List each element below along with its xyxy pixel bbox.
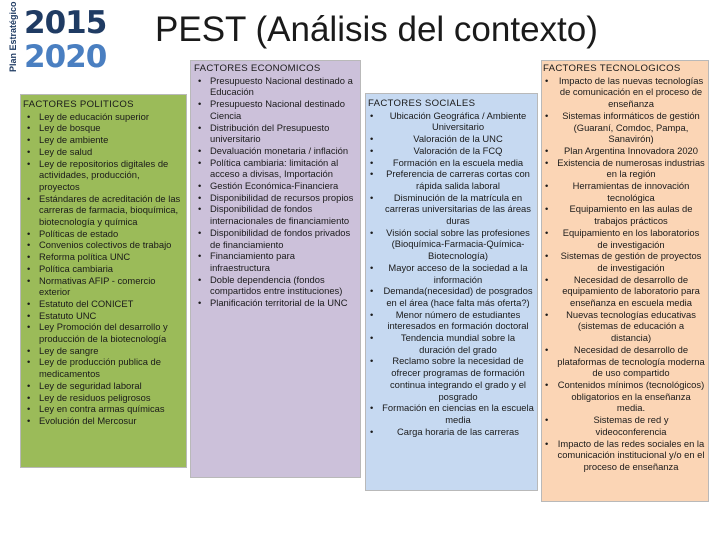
list-item: • Disponibilidad de fondos privados de financiamiento bbox=[194, 227, 356, 250]
factores-politicos-list bbox=[23, 111, 182, 427]
list-item: • Financiamiento para infraestructura bbox=[194, 250, 356, 273]
list-item: • Gestión Económica-Financiera bbox=[194, 180, 356, 192]
list-item: • Evolución del Mercosur bbox=[23, 415, 182, 427]
list-item: • Necesidad de desarrollo de equipamiento de laboratorio para enseñanza en escuela media bbox=[543, 274, 705, 309]
list-item: • Ley de producción publica de medicamentos bbox=[23, 356, 182, 379]
list-item: • Ley en contra armas químicas bbox=[23, 403, 182, 415]
list-item: • Demanda(necesidad) de posgrados en el área (hace falta más oferta?) bbox=[368, 285, 534, 308]
list-item: • Ley de ambiente bbox=[23, 134, 182, 146]
list-item: • Estándares de acreditación de las carreras de farmacia, bioquímica, biotecnología y química bbox=[23, 193, 182, 228]
list-item: • Estatuto del CONICET bbox=[23, 298, 182, 310]
list-item: • Herramientas de innovación tecnológica bbox=[543, 180, 705, 203]
list-item: • Disponibilidad de recursos propios bbox=[194, 192, 356, 204]
list-item: • Necesidad de desarrollo de plataformas de tecnología moderna de uso compartido bbox=[543, 344, 705, 379]
list-item: • Ley Promoción del desarrollo y producción de la biotecnología bbox=[23, 321, 182, 344]
page-title: PEST (Análisis del contexto) bbox=[155, 10, 598, 49]
list-item: • Ley de residuos peligrosos bbox=[23, 392, 182, 404]
list-item: • Ley de salud bbox=[23, 146, 182, 158]
list-item: • Plan Argentina Innovadora 2020 bbox=[543, 145, 705, 157]
list-item: • Estatuto UNC bbox=[23, 310, 182, 322]
factores-sociales-heading: FACTORES SOCIALES bbox=[368, 98, 476, 109]
list-item: • Reforma política UNC bbox=[23, 251, 182, 263]
list-item: • Presupuesto Nacional destinado Ciencia bbox=[194, 98, 356, 121]
factores-politicos-heading: FACTORES POLITICOS bbox=[23, 99, 134, 110]
list-item: • Valoración de la UNC bbox=[368, 133, 534, 145]
list-item: • Ley de sangre bbox=[23, 345, 182, 357]
list-item: • Sistemas de gestión de proyectos de investigación bbox=[543, 250, 705, 273]
list-item: • Formación en la escuela media bbox=[368, 157, 534, 169]
list-item: • Existencia de numerosas industrias en la región bbox=[543, 157, 705, 180]
list-item: • Devaluación monetaria / inflación bbox=[194, 145, 356, 157]
list-item: • Ley de seguridad laboral bbox=[23, 380, 182, 392]
factores-tecnologicos-list bbox=[543, 75, 705, 473]
list-item: • Reclamo sobre la necesidad de ofrecer programas de formación continua integrando el grado y el posgrado bbox=[368, 355, 534, 402]
list-item: • Distribución del Presupuesto universitario bbox=[194, 122, 356, 145]
list-item: • Mayor acceso de la sociedad a la información bbox=[368, 262, 534, 285]
list-item: • Política cambiaria: limitación al acceso a divisas, Importación bbox=[194, 157, 356, 180]
list-item: • Ley de repositorios digitales de actividades, producción, proyectos bbox=[23, 158, 182, 193]
list-item: • Ubicación Geográfica / Ambiente Universitario bbox=[368, 110, 534, 133]
list-item: • Nuevas tecnologías educativas (sistemas de educación a distancia) bbox=[543, 309, 705, 344]
logo-year-end: 2020 bbox=[24, 39, 107, 75]
list-item: • Disponibilidad de fondos internacionales de financiamiento bbox=[194, 203, 356, 226]
factores-economicos-box bbox=[190, 60, 361, 478]
list-item: • Doble dependencia (fondos compartidos entre instituciones) bbox=[194, 274, 356, 297]
list-item: • Ley de educación superior bbox=[23, 111, 182, 123]
list-item: • Ley de bosque bbox=[23, 122, 182, 134]
list-item: • Valoración de la FCQ bbox=[368, 145, 534, 157]
list-item: • Convenios colectivos de trabajo bbox=[23, 239, 182, 251]
factores-tecnologicos-heading: FACTORES TECNOLOGICOS bbox=[543, 63, 681, 74]
plan-estrategico-logo bbox=[6, 1, 107, 76]
list-item: • Visión social sobre las profesiones (Bioquímica-Farmacia-Química-Biotecnología) bbox=[368, 227, 534, 262]
factores-economicos-heading: FACTORES ECONOMICOS bbox=[194, 63, 321, 74]
factores-politicos-box bbox=[20, 94, 187, 468]
logo-year-start: 2015 bbox=[24, 5, 107, 41]
factores-economicos-list bbox=[194, 75, 356, 309]
list-item: • Planificación territorial de la UNC bbox=[194, 297, 356, 309]
list-item: • Preferencia de carreras cortas con rápida salida laboral bbox=[368, 168, 534, 191]
list-item: • Tendencia mundial sobre la duración del grado bbox=[368, 332, 534, 355]
list-item: • Política cambiaria bbox=[23, 263, 182, 275]
list-item: • Impacto de las redes sociales en la comunicación institucional y/o en el proceso de enseñanza bbox=[543, 438, 705, 473]
list-item: • Normativas AFIP - comercio exterior bbox=[23, 275, 182, 298]
factores-sociales-box bbox=[365, 93, 538, 491]
list-item: • Políticas de estado bbox=[23, 228, 182, 240]
logo-side-label: Plan Estratégico bbox=[8, 1, 18, 72]
list-item: • Disminución de la matrícula en carreras universitarias de las áreas duras bbox=[368, 192, 534, 227]
factores-sociales-list bbox=[368, 110, 534, 438]
list-item: • Sistemas informáticos de gestión (Guaraní, Comdoc, Pampa, Sanavirón) bbox=[543, 110, 705, 145]
list-item: • Equipamiento en los laboratorios de investigación bbox=[543, 227, 705, 250]
list-item: • Impacto de las nuevas tecnologías de comunicación en el proceso de enseñanza bbox=[543, 75, 705, 110]
list-item: • Presupuesto Nacional destinado a Educación bbox=[194, 75, 356, 98]
list-item: • Carga horaria de las carreras bbox=[368, 426, 534, 438]
list-item: • Equipamiento en las aulas de trabajos prácticos bbox=[543, 203, 705, 226]
list-item: • Formación en ciencias en la escuela media bbox=[368, 402, 534, 425]
list-item: • Sistemas de red y videoconferencia bbox=[543, 414, 705, 437]
list-item: • Menor número de estudiantes interesados en formación doctoral bbox=[368, 309, 534, 332]
list-item: • Contenidos mínimos (tecnológicos) obligatorios en la enseñanza media. bbox=[543, 379, 705, 414]
factores-tecnologicos-box bbox=[541, 60, 709, 502]
